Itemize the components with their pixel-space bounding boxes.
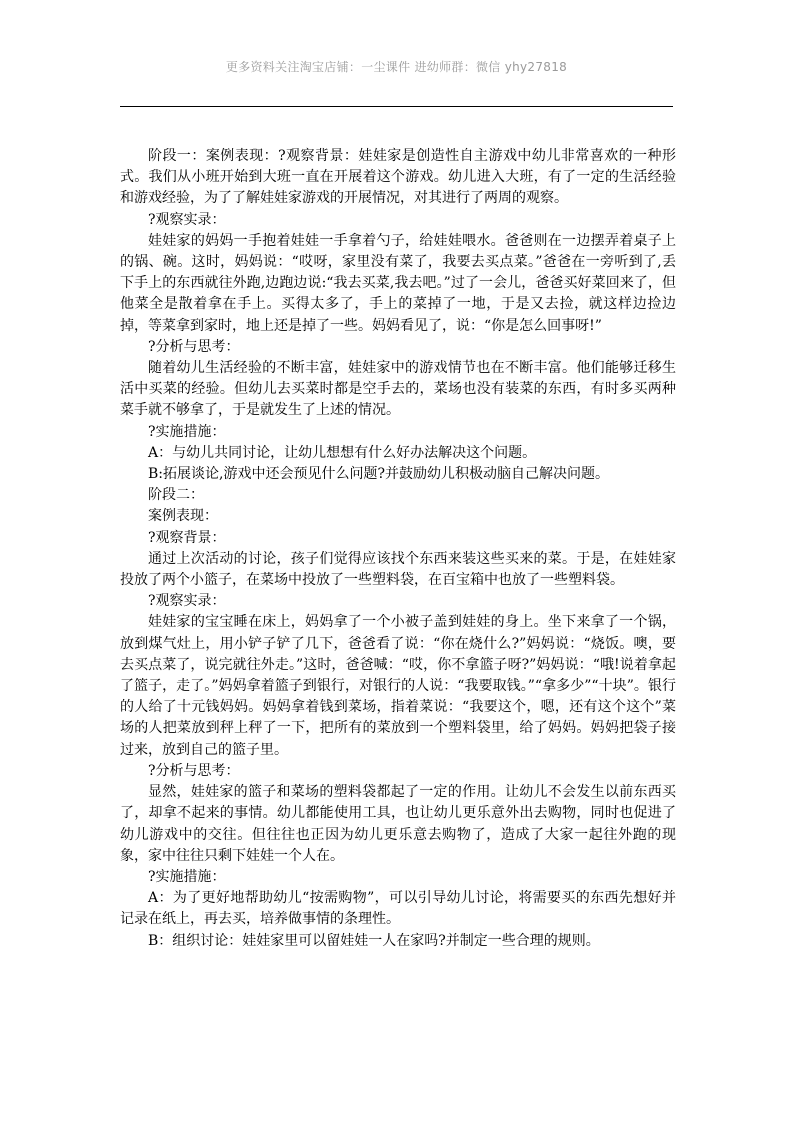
heading-measures: ?实施措施： bbox=[148, 423, 226, 440]
paragraph-observation-record-2: 娃娃家的宝宝睡在床上，妈妈拿了一个小被子盖到娃娃的身上。坐下来拿了一个锅，放到煤气灶上，用小铲子铲了几下，爸爸看了说：“你在烧什么?”妈妈说：“烧饭。噢，要去买点菜了，说完就往外走。”这时，爸爸喊：“哎，你不拿篮子呀?”妈妈说：“哦!说着拿起了篮子，走了。”妈妈拿着篮子到银行，对银行的人说：“我要取钱。”“拿多少”“十块”。银行的人给了十元钱妈妈。妈妈拿着钱到菜场，指着菜说：“我要这个，嗯，还有这个这个”菜场的人把菜放到秤上秤了一下，把所有的菜放到一个塑料袋里，给了妈妈。妈妈把袋子接过来，放到自己的篮子里。 bbox=[120, 614, 676, 758]
heading-case-performance: 案例表现： bbox=[148, 508, 218, 525]
paragraph-stage1-background: 阶段一：案例表现：?观察背景：娃娃家是创造性自主游戏中幼儿非常喜欢的一种形式。我们从小班开始到大班一直在开展着这个游戏。幼儿进入大班，有了一定的生活经验和游戏经验，为了了解娃娃家游戏的开展情况，对其进行了两周的观察。 bbox=[120, 148, 676, 207]
paragraph-analysis: 随着幼儿生活经验的不断丰富，娃娃家中的游戏情节也在不断丰富。他们能够迁移生活中买菜的经验。但幼儿去买菜时都是空手去的，菜场也没有装菜的东西，有时多买两种菜手就不够拿了，于是就发生了上述的情况。 bbox=[120, 360, 676, 419]
paragraph-stage2-background: 通过上次活动的讨论，孩子们觉得应该找个东西来装这些买来的菜。于是，在娃娃家投放了两个小篮子，在菜场中投放了一些塑料袋，在百宝箱中也放了一些塑料袋。 bbox=[120, 550, 676, 589]
header-divider bbox=[120, 106, 673, 107]
heading-observation-background: ?观察背景： bbox=[148, 529, 226, 546]
paragraph-analysis-2: 显然，娃娃家的篮子和菜场的塑料袋都起了一定的作用。让幼儿不会发生以前东西买了，却拿不起来的事情。幼儿都能使用工具，也让幼儿更乐意外出去购物，同时也促进了幼儿游戏中的交往。但往往也正因为幼儿更乐意去购物了，造成了大家一起往外跑的现象，家中往往只剩下娃娃一个人在。 bbox=[120, 784, 676, 864]
heading-observation-record-2: ?观察实录： bbox=[148, 593, 226, 610]
measure-item-a: A：与幼儿共同讨论，让幼儿想想有什么好办法解决这个问题。 bbox=[148, 444, 537, 461]
heading-analysis: ?分析与思考： bbox=[148, 338, 240, 355]
paragraph-observation-record: 娃娃家的妈妈一手抱着娃娃一手拿着勺子，给娃娃喂水。爸爸则在一边摆弄着桌子上的锅、碗。这时，妈妈说：“哎呀，家里没有菜了，我要去买点菜。”爸爸在一旁听到了,丢下手上的东西就往外跑,边跑边说:“我去买菜,我去吧。”过了一会儿，爸爸买好菜回来了，但他菜全是散着拿在手上。买得太多了，手上的菜掉了一地，于是又去捡，就这样边捡边掉，等菜拿到家时，地上还是掉了一些。妈妈看见了，说：“你是怎么回事呀!” bbox=[120, 232, 676, 334]
heading-stage2: 阶段二： bbox=[148, 487, 204, 504]
heading-observation-record: ?观察实录： bbox=[148, 211, 226, 228]
heading-measures-2: ?实施措施： bbox=[148, 868, 226, 885]
measure-item-a-2: A：为了更好地帮助幼儿“按需购物”，可以引导幼儿讨论，将需要买的东西先想好并记录在纸上，再去买，培养做事情的条理性。 bbox=[120, 890, 676, 928]
heading-analysis-2: ?分析与思考： bbox=[148, 762, 240, 779]
measure-item-b-2: B：组织讨论：娃娃家里可以留娃娃一人在家吗?并制定一些合理的规则。 bbox=[148, 932, 600, 949]
document-body bbox=[120, 146, 676, 952]
measure-item-b: B:拓展谈论,游戏中还会预见什么问题?并鼓励幼儿积极动脑自己解决问题。 bbox=[148, 466, 609, 483]
page-header bbox=[0, 58, 793, 75]
header-promo-text: 更多资料关注淘宝店铺：一尘课件 进幼师群：微信 yhy27818 bbox=[225, 60, 568, 74]
